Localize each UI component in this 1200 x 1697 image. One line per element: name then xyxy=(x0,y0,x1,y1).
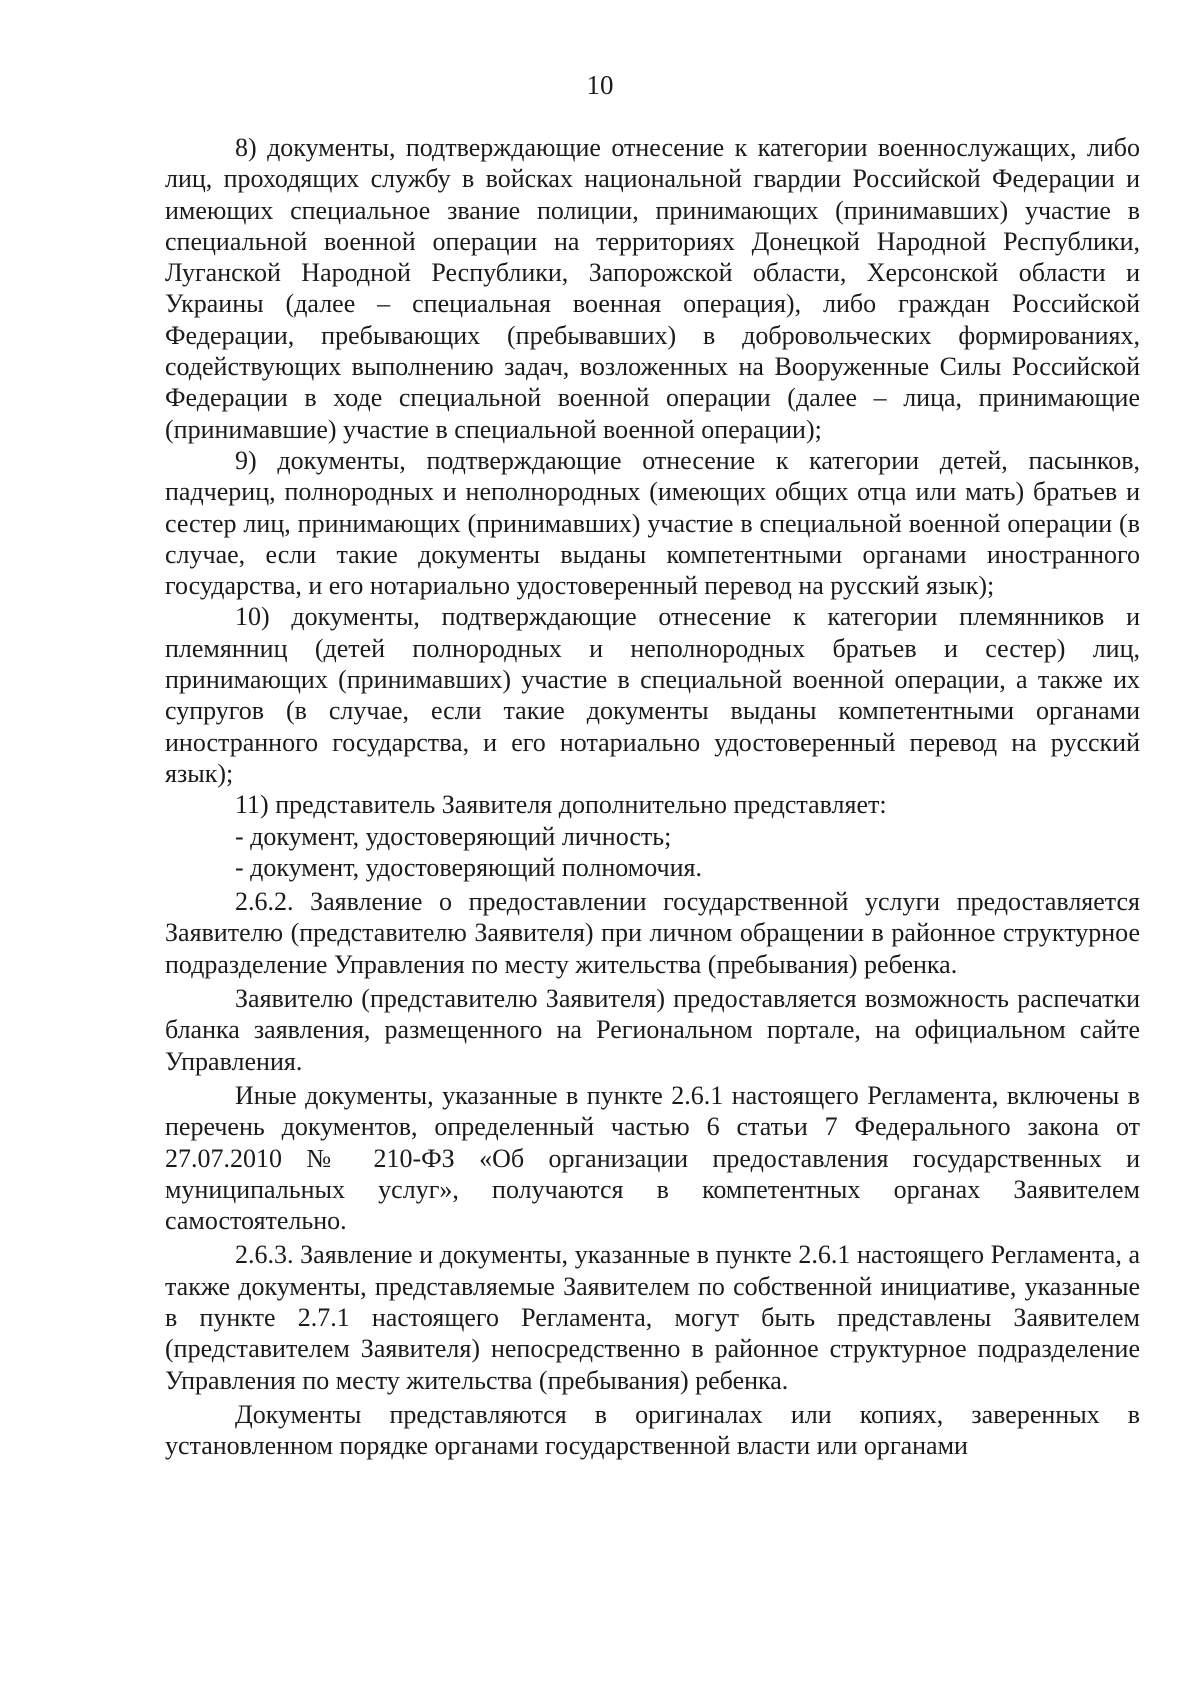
paragraph-item-9: 9) документы, подтверждающие отнесение к категории детей, пасынков, падчериц, полнородных и неполнородных (имеющих общих отца или мать) братьев и сестер лиц, принимающих (принимавших) участие в специальной военной операции (в случае, если такие документы выданы компетентными органами иностранного государства, и его нотариально удостоверенный перевод на русский язык); xyxy=(165,445,1140,601)
paragraph-item-10: 10) документы, подтверждающие отнесение к категории племянников и племянниц (детей полнородных и неполнородных братьев и сестер) лиц, принимающих (принимавших) участие в специальной военной операции, а также их супругов (в случае, если такие документы выданы компетентными органами иностранного государства, и его нотариально удостоверенный перевод на русский язык); xyxy=(165,602,1140,788)
paragraph-2-6-3: 2.6.3. Заявление и документы, указанные в пункте 2.6.1 настоящего Регламента, а также документы, представляемые Заявителем по собственной инициативе, указанные в пункте 2.7.1 настоящего Регламента, могут быть представлены Заявителем (представителем Заявителя) непосредственно в районное структурное подразделение Управления по месту жительства (пребывания) ребенка. xyxy=(165,1240,1140,1395)
document-body xyxy=(165,132,1140,1461)
paragraph-form-printing: Заявителю (представителю Заявителя) предоставляется возможность распечатки бланка заявления, размещенного на Региональном портале, на официальном сайте Управления. xyxy=(165,984,1140,1076)
paragraph-2-6-2: 2.6.2. Заявление о предоставлении государственной услуги предоставляется Заявителю (представителю Заявителя) при личном обращении в районное структурное подразделение Управления по месту жительства (пребывания) ребенка. xyxy=(165,887,1140,979)
paragraph-identity-document: - документ, удостоверяющий личность; xyxy=(235,821,672,851)
paragraph-authority-document: - документ, удостоверяющий полномочия. xyxy=(235,852,703,882)
paragraph-item-8: 8) документы, подтверждающие отнесение к категории военнослужащих, либо лиц, проходящих службу в войсках национальной гвардии Российской Федерации и имеющих специальное звание полиции, принимающих (принимавших) участие в специальной военной операции на территориях Донецкой Народной Республики, Луганской Народной Республики, Запорожской области, Херсонской области и Украины (далее – специальная военная операция), либо граждан Российской Федерации, пребывающих (пребывавших) в добровольческих формированиях, содействующих выполнению задач, возложенных на Вооруженные Силы Российской Федерации в ходе специальной военной операции (далее – лица, принимающие (принимавшие) участие в специальной военной операции); xyxy=(165,133,1140,444)
paragraph-other-documents: Иные документы, указанные в пункте 2.6.1 настоящего Регламента, включены в перечень документов, определенный частью 6 статьи 7 Федерального закона от 27.07.2010 № 210-ФЗ «Об организации предоставления государственных и муниципальных услуг», получаются в компетентных органах Заявителем самостоятельно. xyxy=(165,1080,1140,1236)
paragraph-documents-originals: Документы представляются в оригиналах или копиях, заверенных в установленном порядке органами государственной власти или органами xyxy=(165,1399,1140,1461)
page-number: 10 xyxy=(586,70,614,100)
paragraph-item-11: 11) представитель Заявителя дополнительно представляет: xyxy=(235,790,887,820)
